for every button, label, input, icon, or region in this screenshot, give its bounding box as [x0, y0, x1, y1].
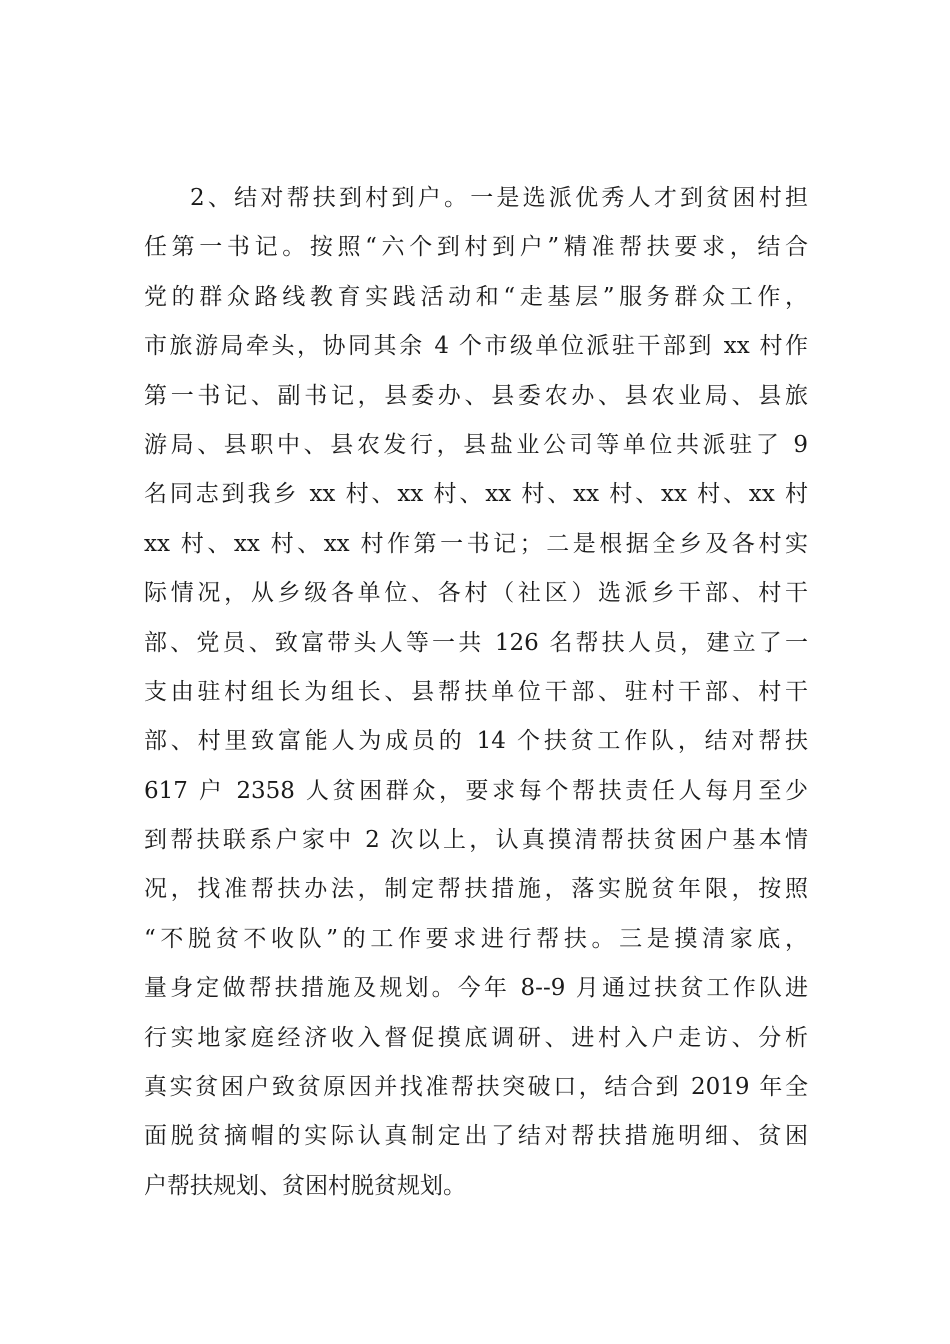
paragraph-line: 户帮扶规划、贫困村脱贫规划。	[144, 1172, 466, 1199]
paragraph-line: 名同志到我乡 xx 村、xx 村、xx 村、xx 村、xx 村、xx 村	[144, 481, 808, 508]
paragraph-line: 到帮扶联系户家中 2 次以上，认真摸清帮扶贫困户基本情	[144, 827, 808, 854]
paragraph-line: 党的群众路线教育实践活动和“走基层”服务群众工作，	[144, 283, 808, 310]
paragraph-line: 支由驻村组长为组长、县帮扶单位干部、驻村干部、村干	[144, 678, 808, 705]
paragraph-line: 况，找准帮扶办法，制定帮扶措施，落实脱贫年限，按照	[144, 876, 808, 903]
paragraph-line: 真实贫困户致贫原因并找准帮扶突破口，结合到 2019 年全	[144, 1074, 808, 1101]
paragraph-line: 2、结对帮扶到村到户。一是选派优秀人才到贫困村担	[190, 185, 808, 211]
paragraph-line: 第一书记、副书记，县委办、县委农办、县农业局、县旅	[144, 382, 808, 409]
paragraph-line: 市旅游局牵头，协同其余 4 个市级单位派驻干部到 xx 村作	[144, 333, 808, 360]
paragraph-line: “不脱贫不收队”的工作要求进行帮扶。三是摸清家底，	[144, 925, 808, 952]
paragraph-line: 量身定做帮扶措施及规划。今年 8--9 月通过扶贫工作队进	[144, 975, 808, 1002]
paragraph-line: 任第一书记。按照“六个到村到户”精准帮扶要求，结合	[144, 234, 808, 261]
paragraph-line: 部、党员、致富带头人等一共 126 名帮扶人员，建立了一	[144, 629, 808, 656]
paragraph-line: xx 村、xx 村、xx 村作第一书记；二是根据全乡及各村实	[144, 530, 808, 557]
paragraph-line: 部、村里致富能人为成员的 14 个扶贫工作队，结对帮扶	[144, 728, 808, 755]
paragraph-line: 际情况，从乡级各单位、各村（社区）选派乡干部、村干	[144, 580, 808, 607]
paragraph-line: 行实地家庭经济收入督促摸底调研、进村入户走访、分析	[144, 1024, 808, 1051]
paragraph	[144, 174, 808, 1211]
paragraph-line: 面脱贫摘帽的实际认真制定出了结对帮扶措施明细、贫困	[144, 1123, 808, 1150]
paragraph-line: 游局、县职中、县农发行，县盐业公司等单位共派驻了 9	[144, 431, 808, 458]
paragraph-line: 617 户 2358 人贫困群众，要求每个帮扶责任人每月至少	[144, 777, 808, 804]
